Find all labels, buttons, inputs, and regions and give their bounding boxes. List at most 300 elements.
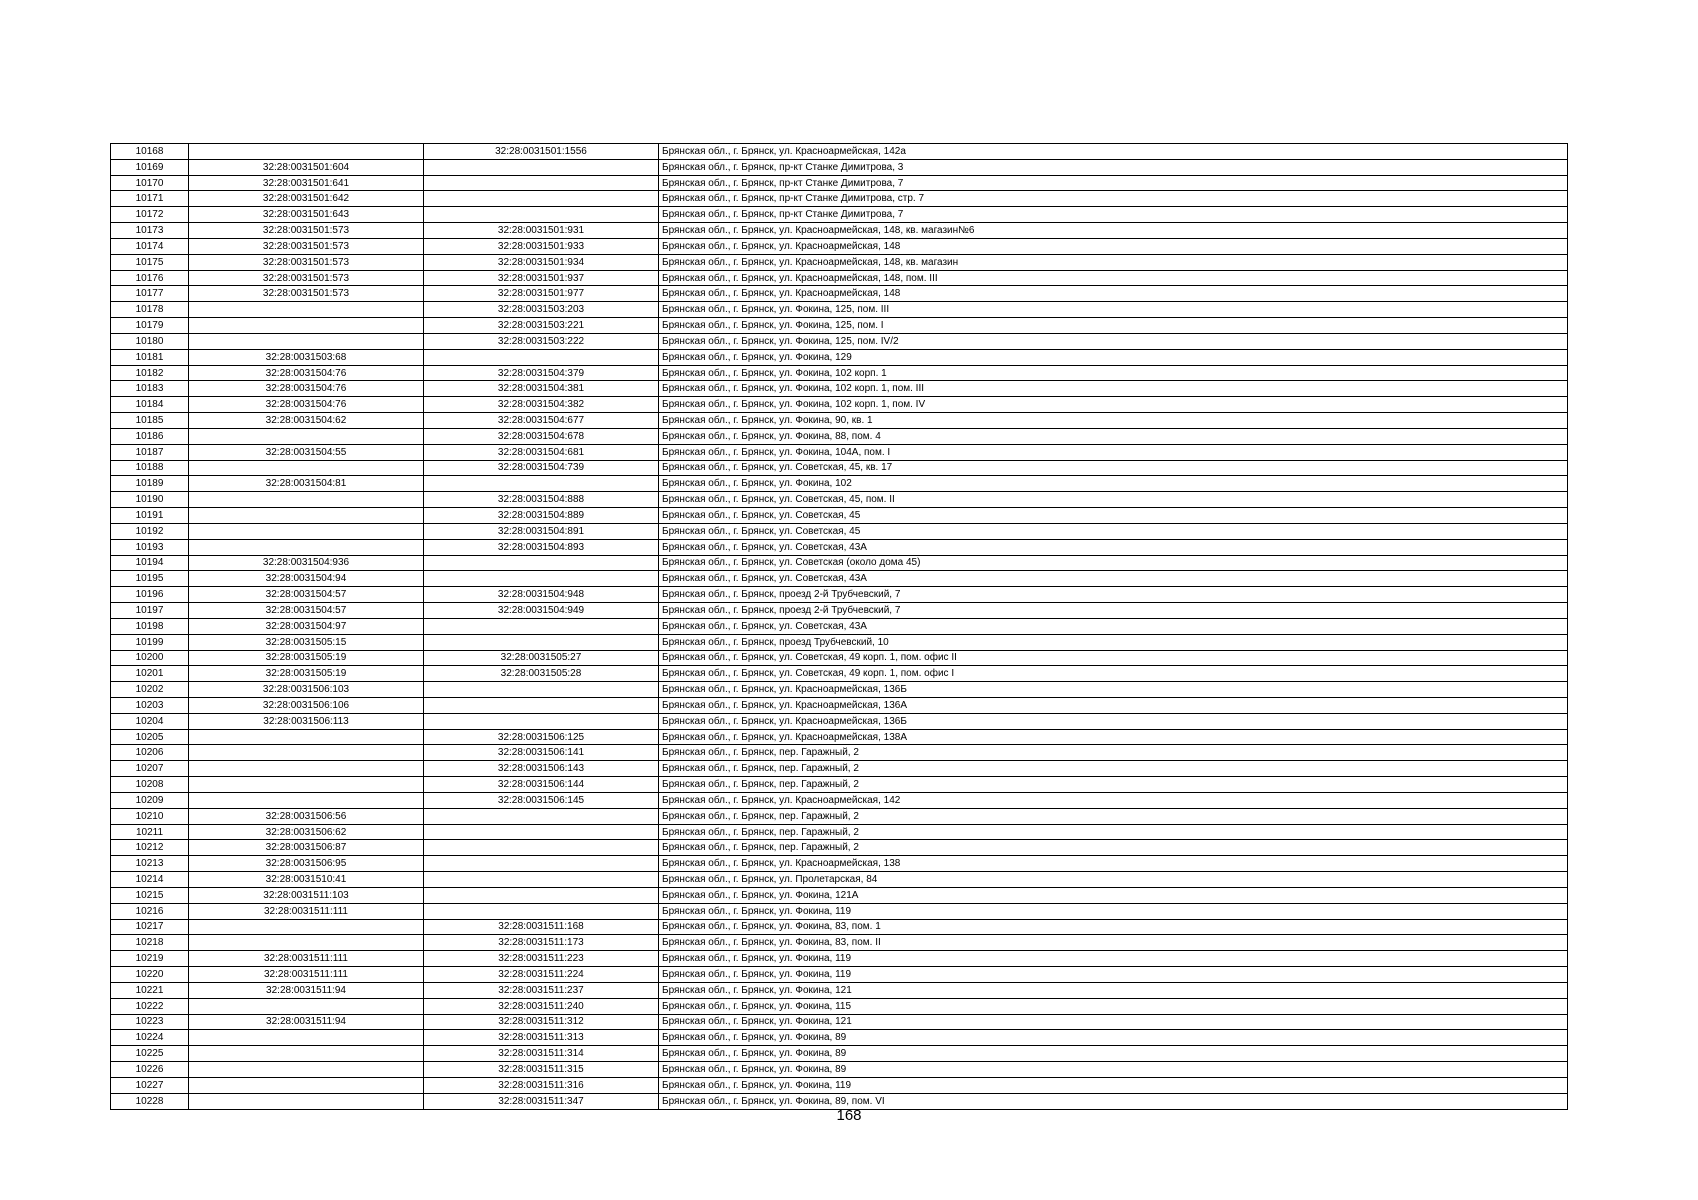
land-cadastral-number-cell: 32:28:0031504:76 (189, 397, 424, 413)
table-row (111, 840, 1568, 856)
row-number-cell: 10227 (111, 1077, 189, 1093)
object-cadastral-number-cell: 32:28:0031501:934 (424, 254, 659, 270)
address-cell: Брянская обл., г. Брянск, пр-кт Станке Димитрова, 3 (659, 159, 1568, 175)
land-cadastral-number-cell (189, 523, 424, 539)
address-cell: Брянская обл., г. Брянск, ул. Советская, 45, кв. 17 (659, 460, 1568, 476)
object-cadastral-number-cell (424, 713, 659, 729)
table-row (111, 967, 1568, 983)
address-cell: Брянская обл., г. Брянск, ул. Красноармейская, 148 (659, 286, 1568, 302)
table-row (111, 1077, 1568, 1093)
row-number-cell: 10213 (111, 856, 189, 872)
object-cadastral-number-cell: 32:28:0031506:125 (424, 729, 659, 745)
object-cadastral-number-cell: 32:28:0031506:143 (424, 761, 659, 777)
object-cadastral-number-cell: 32:28:0031505:27 (424, 650, 659, 666)
table-row (111, 571, 1568, 587)
address-cell: Брянская обл., г. Брянск, пр-кт Станке Димитрова, 7 (659, 175, 1568, 191)
table-row (111, 935, 1568, 951)
table-row (111, 982, 1568, 998)
land-cadastral-number-cell: 32:28:0031506:87 (189, 840, 424, 856)
land-cadastral-number-cell (189, 761, 424, 777)
object-cadastral-number-cell: 32:28:0031511:312 (424, 1014, 659, 1030)
object-cadastral-number-cell: 32:28:0031504:379 (424, 365, 659, 381)
address-cell: Брянская обл., г. Брянск, ул. Фокина, 89, пом. VI (659, 1093, 1568, 1109)
row-number-cell: 10176 (111, 270, 189, 286)
object-cadastral-number-cell: 32:28:0031503:221 (424, 318, 659, 334)
address-cell: Брянская обл., г. Брянск, ул. Красноармейская, 138А (659, 729, 1568, 745)
page-number: 168 (836, 1107, 862, 1124)
table-row (111, 318, 1568, 334)
land-cadastral-number-cell: 32:28:0031501:643 (189, 207, 424, 223)
row-number-cell: 10221 (111, 982, 189, 998)
land-cadastral-number-cell (189, 460, 424, 476)
address-cell: Брянская обл., г. Брянск, пер. Гаражный, 2 (659, 745, 1568, 761)
address-cell: Брянская обл., г. Брянск, ул. Фокина, 102 корп. 1 (659, 365, 1568, 381)
object-cadastral-number-cell: 32:28:0031511:173 (424, 935, 659, 951)
object-cadastral-number-cell (424, 571, 659, 587)
table-row (111, 365, 1568, 381)
land-cadastral-number-cell: 32:28:0031501:573 (189, 270, 424, 286)
land-cadastral-number-cell: 32:28:0031505:15 (189, 634, 424, 650)
address-cell: Брянская обл., г. Брянск, ул. Фокина, 89 (659, 1030, 1568, 1046)
address-cell: Брянская обл., г. Брянск, ул. Фокина, 88, пом. 4 (659, 428, 1568, 444)
table-row (111, 333, 1568, 349)
address-cell: Брянская обл., г. Брянск, ул. Фокина, 83, пом. 1 (659, 919, 1568, 935)
object-cadastral-number-cell (424, 159, 659, 175)
land-cadastral-number-cell (189, 729, 424, 745)
row-number-cell: 10225 (111, 1046, 189, 1062)
land-cadastral-number-cell (189, 1046, 424, 1062)
object-cadastral-number-cell: 32:28:0031501:931 (424, 223, 659, 239)
table-row (111, 381, 1568, 397)
address-cell: Брянская обл., г. Брянск, пр-кт Станке Димитрова, стр. 7 (659, 191, 1568, 207)
address-cell: Брянская обл., г. Брянск, ул. Красноармейская, 142 (659, 792, 1568, 808)
object-cadastral-number-cell: 32:28:0031511:223 (424, 951, 659, 967)
table-row (111, 650, 1568, 666)
row-number-cell: 10185 (111, 413, 189, 429)
object-cadastral-number-cell (424, 349, 659, 365)
land-cadastral-number-cell: 32:28:0031504:936 (189, 555, 424, 571)
row-number-cell: 10186 (111, 428, 189, 444)
table-row (111, 856, 1568, 872)
object-cadastral-number-cell: 32:28:0031511:315 (424, 1062, 659, 1078)
table-row (111, 761, 1568, 777)
object-cadastral-number-cell: 32:28:0031504:382 (424, 397, 659, 413)
land-cadastral-number-cell (189, 539, 424, 555)
table-row (111, 713, 1568, 729)
row-number-cell: 10192 (111, 523, 189, 539)
row-number-cell: 10201 (111, 666, 189, 682)
row-number-cell: 10219 (111, 951, 189, 967)
land-cadastral-number-cell (189, 777, 424, 793)
table-row (111, 682, 1568, 698)
object-cadastral-number-cell (424, 682, 659, 698)
row-number-cell: 10175 (111, 254, 189, 270)
row-number-cell: 10202 (111, 682, 189, 698)
table-row (111, 223, 1568, 239)
address-cell: Брянская обл., г. Брянск, ул. Фокина, 121 (659, 1014, 1568, 1030)
row-number-cell: 10182 (111, 365, 189, 381)
land-cadastral-number-cell: 32:28:0031504:94 (189, 571, 424, 587)
address-cell: Брянская обл., г. Брянск, пер. Гаражный, 2 (659, 824, 1568, 840)
table-row (111, 666, 1568, 682)
object-cadastral-number-cell: 32:28:0031511:237 (424, 982, 659, 998)
address-cell: Брянская обл., г. Брянск, ул. Советская, 45 (659, 508, 1568, 524)
row-number-cell: 10218 (111, 935, 189, 951)
row-number-cell: 10223 (111, 1014, 189, 1030)
address-cell: Брянская обл., г. Брянск, ул. Красноармейская, 138 (659, 856, 1568, 872)
address-cell: Брянская обл., г. Брянск, ул. Красноармейская, 136А (659, 697, 1568, 713)
land-cadastral-number-cell: 32:28:0031506:56 (189, 808, 424, 824)
land-cadastral-number-cell: 32:28:0031506:95 (189, 856, 424, 872)
object-cadastral-number-cell (424, 824, 659, 840)
object-cadastral-number-cell: 32:28:0031503:222 (424, 333, 659, 349)
address-cell: Брянская обл., г. Брянск, ул. Фокина, 121 (659, 982, 1568, 998)
address-cell: Брянская обл., г. Брянск, ул. Фокина, 83, пом. II (659, 935, 1568, 951)
row-number-cell: 10209 (111, 792, 189, 808)
row-number-cell: 10197 (111, 603, 189, 619)
object-cadastral-number-cell: 32:28:0031511:313 (424, 1030, 659, 1046)
table-row (111, 808, 1568, 824)
table-row (111, 903, 1568, 919)
row-number-cell: 10177 (111, 286, 189, 302)
address-cell: Брянская обл., г. Брянск, ул. Фокина, 89 (659, 1062, 1568, 1078)
land-cadastral-number-cell: 32:28:0031511:111 (189, 903, 424, 919)
table-row (111, 413, 1568, 429)
address-cell: Брянская обл., г. Брянск, ул. Советская, 43А (659, 571, 1568, 587)
object-cadastral-number-cell: 32:28:0031504:891 (424, 523, 659, 539)
address-cell: Брянская обл., г. Брянск, ул. Фокина, 89 (659, 1046, 1568, 1062)
table-row (111, 792, 1568, 808)
land-cadastral-number-cell (189, 1062, 424, 1078)
table-row (111, 254, 1568, 270)
object-cadastral-number-cell (424, 840, 659, 856)
object-cadastral-number-cell: 32:28:0031504:948 (424, 587, 659, 603)
table-row (111, 872, 1568, 888)
object-cadastral-number-cell: 32:28:0031511:314 (424, 1046, 659, 1062)
land-cadastral-number-cell: 32:28:0031504:76 (189, 381, 424, 397)
address-cell: Брянская обл., г. Брянск, ул. Фокина, 102 (659, 476, 1568, 492)
address-cell: Брянская обл., г. Брянск, ул. Фокина, 119 (659, 1077, 1568, 1093)
address-cell: Брянская обл., г. Брянск, ул. Красноармейская, 136Б (659, 682, 1568, 698)
land-cadastral-number-cell: 32:28:0031511:103 (189, 887, 424, 903)
row-number-cell: 10171 (111, 191, 189, 207)
table-row (111, 824, 1568, 840)
address-cell: Брянская обл., г. Брянск, пр-кт Станке Димитрова, 7 (659, 207, 1568, 223)
land-cadastral-number-cell: 32:28:0031511:94 (189, 982, 424, 998)
table-row (111, 634, 1568, 650)
land-cadastral-number-cell: 32:28:0031501:642 (189, 191, 424, 207)
row-number-cell: 10216 (111, 903, 189, 919)
land-cadastral-number-cell: 32:28:0031501:604 (189, 159, 424, 175)
row-number-cell: 10170 (111, 175, 189, 191)
address-cell: Брянская обл., г. Брянск, пер. Гаражный, 2 (659, 840, 1568, 856)
object-cadastral-number-cell (424, 887, 659, 903)
address-cell: Брянская обл., г. Брянск, ул. Советская, 43А (659, 539, 1568, 555)
address-cell: Брянская обл., г. Брянск, ул. Фокина, 102 корп. 1, пом. III (659, 381, 1568, 397)
row-number-cell: 10226 (111, 1062, 189, 1078)
row-number-cell: 10172 (111, 207, 189, 223)
table-row (111, 175, 1568, 191)
address-cell: Брянская обл., г. Брянск, ул. Фокина, 125, пом. III (659, 302, 1568, 318)
land-cadastral-number-cell: 32:28:0031503:68 (189, 349, 424, 365)
row-number-cell: 10204 (111, 713, 189, 729)
land-cadastral-number-cell (189, 998, 424, 1014)
row-number-cell: 10220 (111, 967, 189, 983)
row-number-cell: 10169 (111, 159, 189, 175)
row-number-cell: 10215 (111, 887, 189, 903)
object-cadastral-number-cell (424, 191, 659, 207)
address-cell: Брянская обл., г. Брянск, ул. Советская, 45 (659, 523, 1568, 539)
table-row (111, 444, 1568, 460)
address-cell: Брянская обл., г. Брянск, ул. Красноармейская, 142а (659, 144, 1568, 160)
land-cadastral-number-cell: 32:28:0031506:106 (189, 697, 424, 713)
object-cadastral-number-cell: 32:28:0031501:933 (424, 238, 659, 254)
object-cadastral-number-cell (424, 555, 659, 571)
row-number-cell: 10203 (111, 697, 189, 713)
land-cadastral-number-cell: 32:28:0031511:94 (189, 1014, 424, 1030)
land-cadastral-number-cell (189, 1030, 424, 1046)
table-row (111, 603, 1568, 619)
address-cell: Брянская обл., г. Брянск, ул. Фокина, 121А (659, 887, 1568, 903)
row-number-cell: 10196 (111, 587, 189, 603)
land-cadastral-number-cell: 32:28:0031504:62 (189, 413, 424, 429)
table-row (111, 1046, 1568, 1062)
address-cell: Брянская обл., г. Брянск, проезд 2-й Трубчевский, 7 (659, 603, 1568, 619)
table-row (111, 508, 1568, 524)
table-row (111, 951, 1568, 967)
row-number-cell: 10181 (111, 349, 189, 365)
table-row (111, 777, 1568, 793)
land-cadastral-number-cell (189, 333, 424, 349)
land-cadastral-number-cell (189, 745, 424, 761)
row-number-cell: 10190 (111, 492, 189, 508)
land-cadastral-number-cell: 32:28:0031506:62 (189, 824, 424, 840)
land-cadastral-number-cell: 32:28:0031501:573 (189, 254, 424, 270)
table-row (111, 919, 1568, 935)
object-cadastral-number-cell: 32:28:0031511:347 (424, 1093, 659, 1109)
land-cadastral-number-cell: 32:28:0031501:573 (189, 223, 424, 239)
land-cadastral-number-cell: 32:28:0031506:103 (189, 682, 424, 698)
land-cadastral-number-cell (189, 1077, 424, 1093)
row-number-cell: 10173 (111, 223, 189, 239)
row-number-cell: 10168 (111, 144, 189, 160)
land-cadastral-number-cell: 32:28:0031504:57 (189, 603, 424, 619)
row-number-cell: 10193 (111, 539, 189, 555)
address-cell: Брянская обл., г. Брянск, ул. Красноармейская, 148, кв. магазин№6 (659, 223, 1568, 239)
address-cell: Брянская обл., г. Брянск, ул. Пролетарская, 84 (659, 872, 1568, 888)
land-cadastral-number-cell: 32:28:0031505:19 (189, 666, 424, 682)
object-cadastral-number-cell: 32:28:0031511:224 (424, 967, 659, 983)
row-number-cell: 10206 (111, 745, 189, 761)
table-row (111, 745, 1568, 761)
table-row (111, 207, 1568, 223)
row-number-cell: 10195 (111, 571, 189, 587)
land-cadastral-number-cell (189, 492, 424, 508)
land-cadastral-number-cell: 32:28:0031504:57 (189, 587, 424, 603)
address-cell: Брянская обл., г. Брянск, пер. Гаражный, 2 (659, 808, 1568, 824)
address-cell: Брянская обл., г. Брянск, пер. Гаражный, 2 (659, 761, 1568, 777)
row-number-cell: 10187 (111, 444, 189, 460)
row-number-cell: 10228 (111, 1093, 189, 1109)
row-number-cell: 10180 (111, 333, 189, 349)
object-cadastral-number-cell (424, 697, 659, 713)
row-number-cell: 10191 (111, 508, 189, 524)
table-row (111, 697, 1568, 713)
land-cadastral-number-cell: 32:28:0031511:111 (189, 967, 424, 983)
land-cadastral-number-cell: 32:28:0031505:19 (189, 650, 424, 666)
address-cell: Брянская обл., г. Брянск, ул. Красноармейская, 148, кв. магазин (659, 254, 1568, 270)
table-row (111, 349, 1568, 365)
table-row (111, 460, 1568, 476)
object-cadastral-number-cell (424, 634, 659, 650)
table-row (111, 887, 1568, 903)
land-cadastral-number-cell (189, 919, 424, 935)
row-number-cell: 10222 (111, 998, 189, 1014)
object-cadastral-number-cell (424, 175, 659, 191)
object-cadastral-number-cell (424, 872, 659, 888)
row-number-cell: 10205 (111, 729, 189, 745)
object-cadastral-number-cell: 32:28:0031504:888 (424, 492, 659, 508)
table-body (111, 144, 1568, 1110)
address-cell: Брянская обл., г. Брянск, ул. Фокина, 125, пом. IV/2 (659, 333, 1568, 349)
row-number-cell: 10184 (111, 397, 189, 413)
row-number-cell: 10207 (111, 761, 189, 777)
address-cell: Брянская обл., г. Брянск, ул. Красноармейская, 148 (659, 238, 1568, 254)
address-cell: Брянская обл., г. Брянск, ул. Фокина, 119 (659, 903, 1568, 919)
object-cadastral-number-cell (424, 618, 659, 634)
object-cadastral-number-cell: 32:28:0031506:145 (424, 792, 659, 808)
object-cadastral-number-cell (424, 207, 659, 223)
row-number-cell: 10200 (111, 650, 189, 666)
address-cell: Брянская обл., г. Брянск, ул. Красноармейская, 148, пом. III (659, 270, 1568, 286)
row-number-cell: 10217 (111, 919, 189, 935)
land-cadastral-number-cell (189, 508, 424, 524)
object-cadastral-number-cell: 32:28:0031501:977 (424, 286, 659, 302)
land-cadastral-number-cell: 32:28:0031506:113 (189, 713, 424, 729)
row-number-cell: 10208 (111, 777, 189, 793)
row-number-cell: 10194 (111, 555, 189, 571)
address-cell: Брянская обл., г. Брянск, ул. Советская, 45, пом. II (659, 492, 1568, 508)
table-row (111, 729, 1568, 745)
address-cell: Брянская обл., г. Брянск, ул. Советская, 49 корп. 1, пом. офис I (659, 666, 1568, 682)
land-cadastral-number-cell (189, 318, 424, 334)
table-row (111, 238, 1568, 254)
address-cell: Брянская обл., г. Брянск, ул. Фокина, 125, пом. I (659, 318, 1568, 334)
address-cell: Брянская обл., г. Брянск, ул. Советская, 49 корп. 1, пом. офис II (659, 650, 1568, 666)
land-cadastral-number-cell: 32:28:0031504:81 (189, 476, 424, 492)
row-number-cell: 10224 (111, 1030, 189, 1046)
object-cadastral-number-cell: 32:28:0031504:949 (424, 603, 659, 619)
object-cadastral-number-cell: 32:28:0031505:28 (424, 666, 659, 682)
table-row (111, 144, 1568, 160)
row-number-cell: 10174 (111, 238, 189, 254)
table-row (111, 998, 1568, 1014)
row-number-cell: 10198 (111, 618, 189, 634)
table-row (111, 618, 1568, 634)
table-row (111, 587, 1568, 603)
object-cadastral-number-cell: 32:28:0031504:893 (424, 539, 659, 555)
table-row (111, 286, 1568, 302)
row-number-cell: 10212 (111, 840, 189, 856)
row-number-cell: 10178 (111, 302, 189, 318)
object-cadastral-number-cell (424, 903, 659, 919)
table-row (111, 539, 1568, 555)
address-cell: Брянская обл., г. Брянск, проезд Трубчевский, 10 (659, 634, 1568, 650)
object-cadastral-number-cell (424, 476, 659, 492)
object-cadastral-number-cell (424, 808, 659, 824)
object-cadastral-number-cell: 32:28:0031504:681 (424, 444, 659, 460)
row-number-cell: 10179 (111, 318, 189, 334)
row-number-cell: 10183 (111, 381, 189, 397)
land-cadastral-number-cell (189, 935, 424, 951)
object-cadastral-number-cell: 32:28:0031511:240 (424, 998, 659, 1014)
land-cadastral-number-cell: 32:28:0031510:41 (189, 872, 424, 888)
table-row (111, 476, 1568, 492)
address-cell: Брянская обл., г. Брянск, ул. Советская (около дома 45) (659, 555, 1568, 571)
object-cadastral-number-cell: 32:28:0031506:144 (424, 777, 659, 793)
address-cell: Брянская обл., г. Брянск, ул. Фокина, 119 (659, 951, 1568, 967)
table-row (111, 191, 1568, 207)
land-cadastral-number-cell: 32:28:0031501:573 (189, 238, 424, 254)
land-cadastral-number-cell (189, 144, 424, 160)
object-cadastral-number-cell: 32:28:0031504:678 (424, 428, 659, 444)
table-row (111, 302, 1568, 318)
land-cadastral-number-cell: 32:28:0031504:55 (189, 444, 424, 460)
table-row (111, 159, 1568, 175)
object-cadastral-number-cell: 32:28:0031506:141 (424, 745, 659, 761)
address-cell: Брянская обл., г. Брянск, ул. Фокина, 104А, пом. I (659, 444, 1568, 460)
object-cadastral-number-cell: 32:28:0031504:381 (424, 381, 659, 397)
row-number-cell: 10188 (111, 460, 189, 476)
row-number-cell: 10210 (111, 808, 189, 824)
object-cadastral-number-cell: 32:28:0031511:316 (424, 1077, 659, 1093)
land-cadastral-number-cell: 32:28:0031501:641 (189, 175, 424, 191)
row-number-cell: 10189 (111, 476, 189, 492)
object-cadastral-number-cell: 32:28:0031501:1556 (424, 144, 659, 160)
land-cadastral-number-cell (189, 428, 424, 444)
address-cell: Брянская обл., г. Брянск, ул. Фокина, 90, кв. 1 (659, 413, 1568, 429)
table-row (111, 555, 1568, 571)
table-row (111, 492, 1568, 508)
object-cadastral-number-cell (424, 856, 659, 872)
registry-table (110, 143, 1568, 1110)
object-cadastral-number-cell: 32:28:0031511:168 (424, 919, 659, 935)
table-row (111, 270, 1568, 286)
row-number-cell: 10214 (111, 872, 189, 888)
row-number-cell: 10199 (111, 634, 189, 650)
object-cadastral-number-cell: 32:28:0031504:739 (424, 460, 659, 476)
object-cadastral-number-cell: 32:28:0031504:889 (424, 508, 659, 524)
table-row (111, 1030, 1568, 1046)
table-row (111, 523, 1568, 539)
address-cell: Брянская обл., г. Брянск, пер. Гаражный, 2 (659, 777, 1568, 793)
row-number-cell: 10211 (111, 824, 189, 840)
address-cell: Брянская обл., г. Брянск, ул. Фокина, 102 корп. 1, пом. IV (659, 397, 1568, 413)
land-cadastral-number-cell: 32:28:0031504:97 (189, 618, 424, 634)
land-cadastral-number-cell: 32:28:0031501:573 (189, 286, 424, 302)
table-row (111, 1014, 1568, 1030)
land-cadastral-number-cell (189, 792, 424, 808)
address-cell: Брянская обл., г. Брянск, ул. Фокина, 129 (659, 349, 1568, 365)
address-cell: Брянская обл., г. Брянск, ул. Фокина, 115 (659, 998, 1568, 1014)
land-cadastral-number-cell (189, 302, 424, 318)
address-cell: Брянская обл., г. Брянск, ул. Советская, 43А (659, 618, 1568, 634)
address-cell: Брянская обл., г. Брянск, ул. Красноармейская, 136Б (659, 713, 1568, 729)
object-cadastral-number-cell: 32:28:0031501:937 (424, 270, 659, 286)
table-row (111, 428, 1568, 444)
object-cadastral-number-cell: 32:28:0031504:677 (424, 413, 659, 429)
address-cell: Брянская обл., г. Брянск, проезд 2-й Трубчевский, 7 (659, 587, 1568, 603)
